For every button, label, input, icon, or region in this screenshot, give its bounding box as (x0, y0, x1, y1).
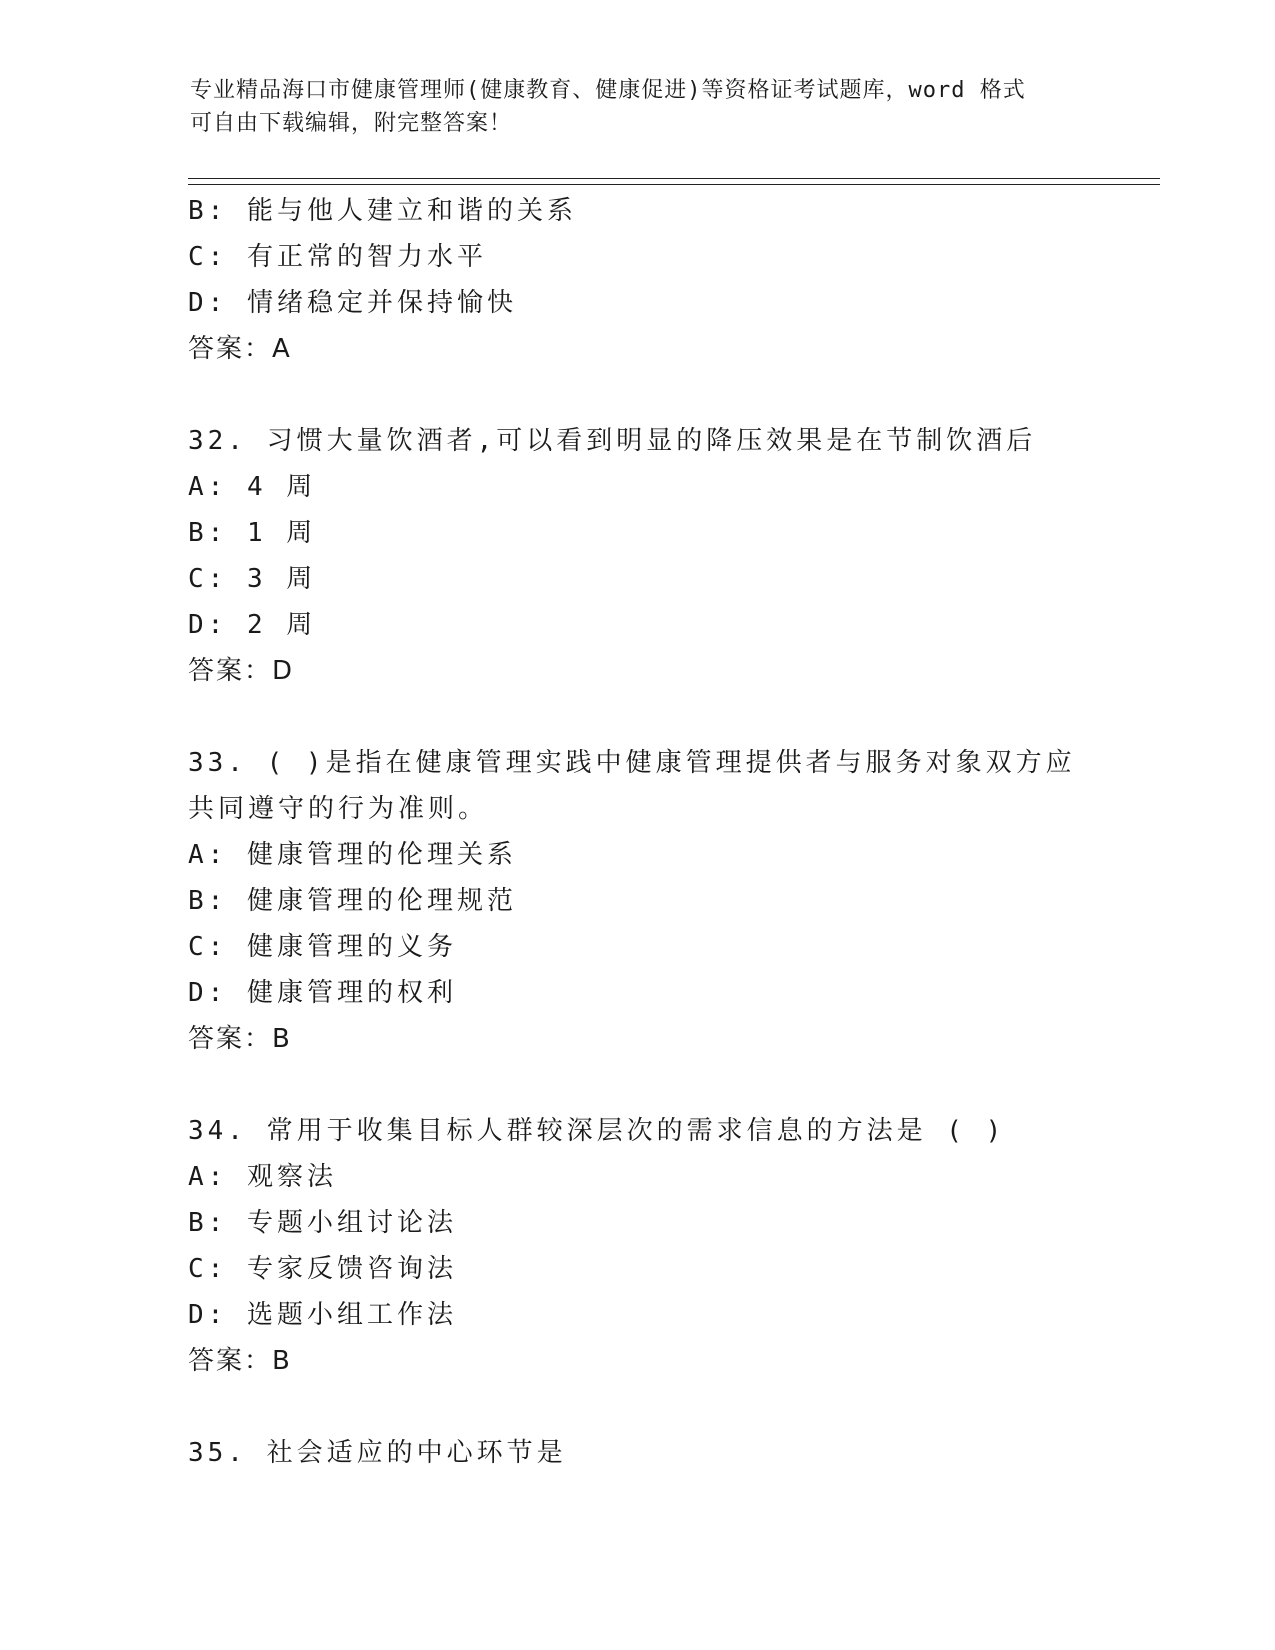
header-line-1: 专业精品海口市健康管理师(健康教育、健康促进)等资格证考试题库，word 格式 (190, 78, 1026, 103)
option-b: B: 专题小组讨论法 (188, 1208, 457, 1238)
question-stem: 34. 常用于收集目标人群较深层次的需求信息的方法是 ( ) (188, 1116, 1006, 1146)
option-c: C: 健康管理的义务 (188, 932, 457, 962)
option-b: B: 1 周 (188, 518, 317, 548)
question-34 (188, 1108, 1088, 1384)
header-divider-bottom (188, 184, 1160, 185)
question-31-continued (188, 188, 1088, 372)
option-b: B: 能与他人建立和谐的关系 (188, 196, 577, 226)
option-a: A: 健康管理的伦理关系 (188, 840, 517, 870)
option-d: D: 选题小组工作法 (188, 1300, 457, 1330)
option-d: D: 健康管理的权利 (188, 978, 457, 1008)
header-divider-top (188, 178, 1160, 179)
question-stem: 35. 社会适应的中心环节是 (188, 1438, 567, 1468)
option-a: A: 4 周 (188, 472, 317, 502)
option-c: C: 有正常的智力水平 (188, 242, 487, 272)
question-stem-continued: 共同遵守的行为准则。 (188, 794, 489, 824)
answer-line: 答案：B (188, 1024, 292, 1054)
document-header (190, 74, 1090, 140)
option-c: C: 3 周 (188, 564, 317, 594)
question-stem: 32. 习惯大量饮酒者,可以看到明显的降压效果是在节制饮酒后 (188, 426, 1037, 456)
option-c: C: 专家反馈咨询法 (188, 1254, 457, 1284)
answer-line: 答案：B (188, 1346, 292, 1376)
question-list (188, 188, 1088, 1476)
question-33 (188, 740, 1088, 1062)
answer-line: 答案：D (188, 656, 295, 686)
answer-line: 答案：A (188, 334, 292, 364)
question-stem: 33. ( )是指在健康管理实践中健康管理提供者与服务对象双方应 (188, 748, 1076, 778)
option-d: D: 2 周 (188, 610, 317, 640)
option-b: B: 健康管理的伦理规范 (188, 886, 517, 916)
option-a: A: 观察法 (188, 1162, 337, 1192)
question-35 (188, 1430, 1088, 1476)
header-line-2: 可自由下载编辑，附完整答案！ (190, 111, 513, 136)
question-32 (188, 418, 1088, 694)
option-d: D: 情绪稳定并保持愉快 (188, 288, 517, 318)
